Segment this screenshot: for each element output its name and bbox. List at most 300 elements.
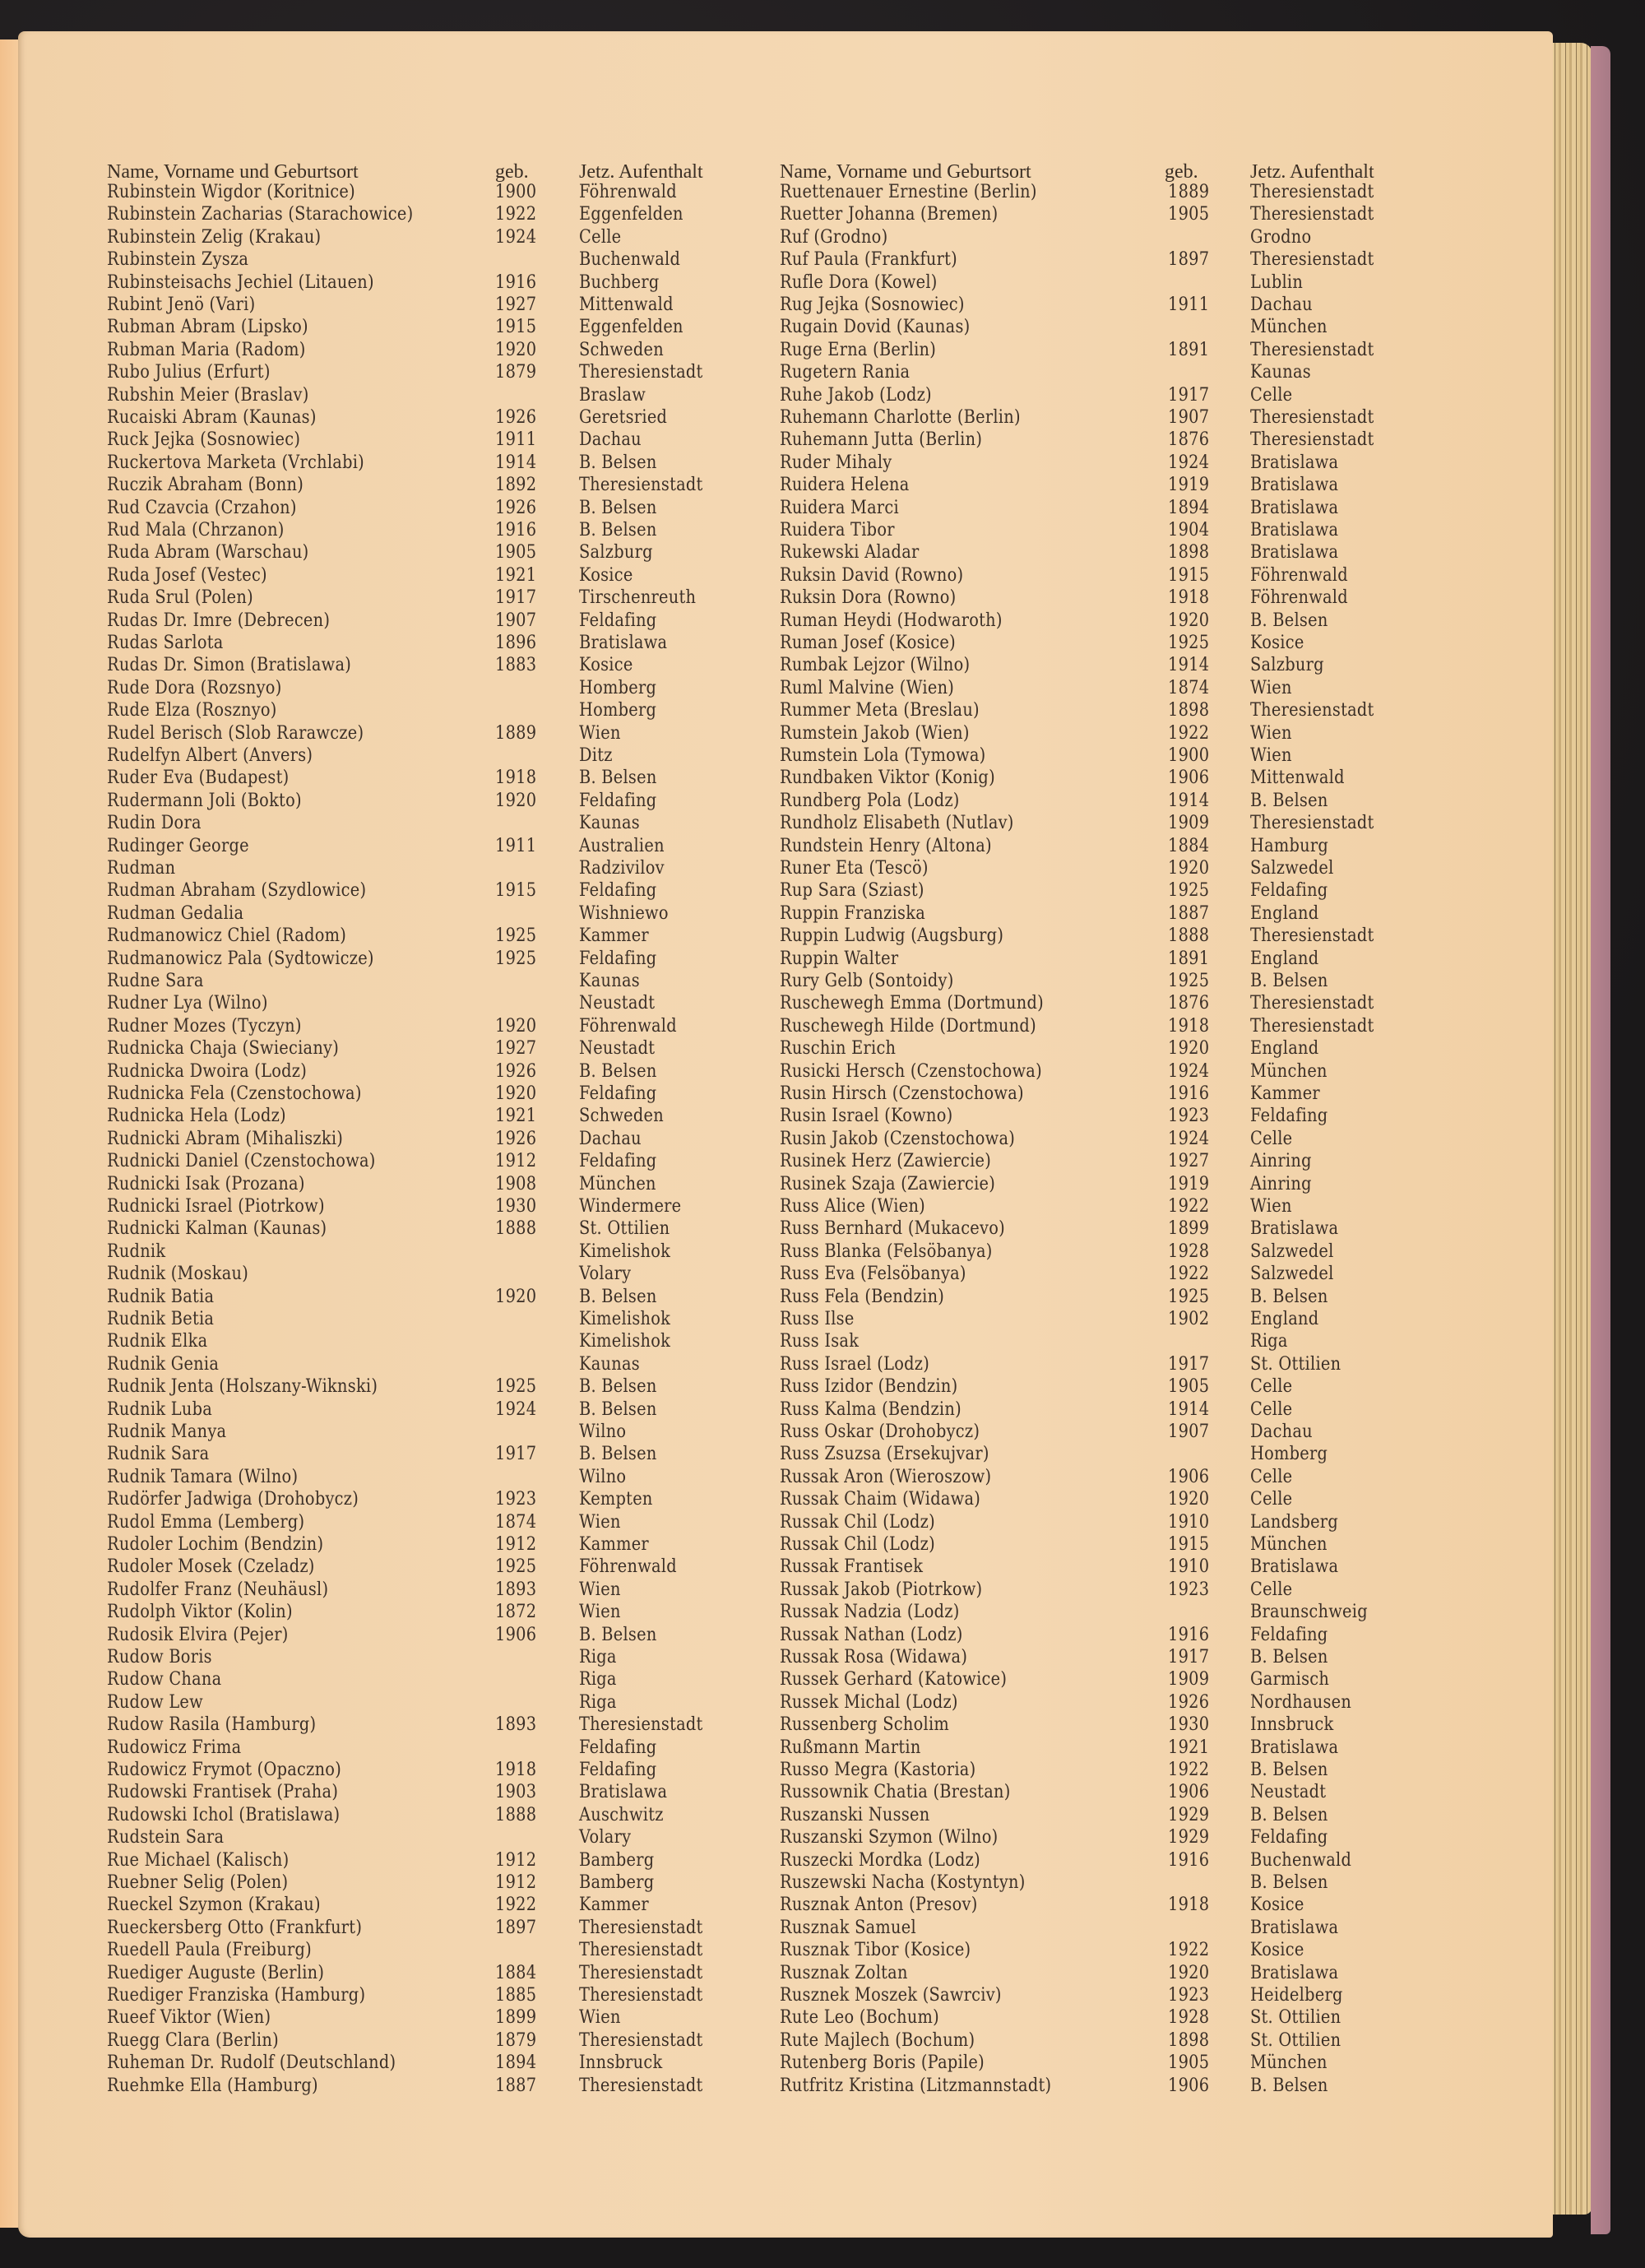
entry-current-location: Neustadt (579, 992, 656, 1014)
entry-current-location: Wien (1250, 1195, 1292, 1217)
entry-name: Rutfritz Kristina (Litzmannstadt) (780, 2074, 1052, 2096)
entry-name: Rudnicki Abram (Mihaliszki) (107, 1127, 344, 1149)
entry-current-location: Wien (1250, 721, 1292, 744)
entry-birth-year: 1891 (1168, 338, 1210, 360)
entry-birth-year: 1917 (1168, 1352, 1210, 1375)
entry-name: Rudolph Viktor (Kolin) (107, 1601, 293, 1623)
entry-name: Rude Elza (Rosznyo) (107, 699, 277, 721)
entry-current-location: Kaunas (579, 970, 640, 991)
entry-name: Rude Dora (Rozsnyo) (107, 676, 282, 698)
entry-name: Ruge Erna (Berlin) (780, 338, 937, 360)
entry-current-location: Tirschenreuth (579, 587, 697, 609)
entry-name: Runer Eta (Tescö) (780, 857, 929, 879)
entry-birth-year: 1928 (1168, 1240, 1210, 1262)
entry-current-location: B. Belsen (1250, 1646, 1328, 1667)
entry-current-location: Theresienstadt (1250, 181, 1374, 202)
entry-current-location: Bratislawa (1250, 496, 1339, 518)
entry-current-location: Bamberg (579, 1848, 655, 1871)
entry-name: Rud Czavcia (Crzahon) (107, 496, 297, 518)
entry-current-location: Feldafing (579, 879, 657, 902)
entry-birth-year: 1927 (1168, 1150, 1210, 1172)
entry-name: Rusinek Herz (Zawiercie) (780, 1150, 992, 1172)
entry-birth-year: 1892 (495, 474, 537, 496)
entry-birth-year: 1925 (1168, 879, 1210, 902)
entry-birth-year: 1911 (1168, 294, 1210, 315)
entry-current-location: Wien (579, 2006, 621, 2029)
entry-current-location: Riga (579, 1691, 617, 1713)
entry-birth-year: 1920 (1168, 1037, 1210, 1060)
entry-birth-year: 1912 (495, 1150, 537, 1172)
entry-name: Rumstein Jakob (Wien) (780, 721, 970, 744)
entry-birth-year: 1916 (495, 271, 537, 293)
entry-birth-year: 1925 (1168, 1285, 1210, 1307)
entry-current-location: Bratislawa (1250, 1961, 1339, 1983)
entry-birth-year: 1922 (495, 1894, 537, 1916)
entry-birth-year: 1879 (495, 361, 537, 383)
entry-birth-year: 1898 (1168, 699, 1210, 721)
entry-birth-year: 1921 (495, 1105, 537, 1127)
entry-current-location: Wien (1250, 676, 1292, 698)
entry-birth-year: 1920 (1168, 1961, 1210, 1983)
entry-name: Rudow Chana (107, 1668, 222, 1691)
entry-name: Rudörfer Jadwiga (Drohobycz) (107, 1488, 359, 1510)
entry-birth-year: 1876 (1168, 992, 1210, 1014)
entry-name: Russak Nathan (Lodz) (780, 1623, 963, 1645)
entry-name: Rudnik Betia (107, 1308, 215, 1329)
entry-current-location: B. Belsen (579, 1060, 657, 1082)
entry-birth-year: 1879 (495, 2029, 537, 2051)
entry-current-location: Kammer (579, 1894, 649, 1916)
entry-name: Rudman Gedalia (107, 902, 244, 924)
entry-name: Rubinstein Wigdor (Koritnice) (107, 181, 355, 202)
entry-current-location: Theresienstadt (579, 361, 703, 383)
entry-current-location: Australien (579, 834, 665, 856)
entry-name: Rudner Lya (Wilno) (107, 992, 268, 1014)
entry-birth-year: 1904 (1168, 519, 1210, 540)
entry-current-location: Salzburg (579, 541, 653, 564)
entry-name: Ruksin Dora (Rowno) (780, 587, 957, 609)
entry-name: Ruhemann Charlotte (Berlin) (780, 406, 1021, 428)
entry-name: Ruettenauer Ernestine (Berlin) (780, 181, 1037, 202)
entry-current-location: Föhrenwald (579, 1556, 677, 1578)
entry-name: Russ Kalma (Bendzin) (780, 1398, 962, 1420)
entry-birth-year: 1922 (1168, 1195, 1210, 1217)
entry-current-location: Bratislawa (1250, 474, 1339, 496)
entry-name: Rudoler Mosek (Czeladz) (107, 1556, 315, 1578)
entry-birth-year: 1897 (495, 1916, 537, 1938)
entry-birth-year: 1912 (495, 1533, 537, 1555)
entry-name: Rudnicki Daniel (Czenstochowa) (107, 1150, 376, 1172)
entry-name: Russak Rosa (Widawa) (780, 1646, 968, 1667)
entry-current-location: B. Belsen (579, 519, 657, 540)
entry-birth-year: 1920 (495, 1083, 537, 1104)
entry-name: Rudman (107, 857, 176, 879)
entry-current-location: Theresienstadt (579, 2074, 703, 2096)
entry-name: Rudowski Frantisek (Praha) (107, 1781, 339, 1803)
entry-current-location: Buchberg (579, 271, 660, 293)
entry-current-location: Garmisch (1250, 1668, 1330, 1691)
entry-birth-year: 1920 (1168, 1488, 1210, 1510)
header-born-right: geb. (1165, 161, 1198, 183)
entry-birth-year: 1896 (495, 632, 537, 653)
entry-current-location: Hamburg (1250, 834, 1329, 856)
entry-current-location: Kaunas (579, 1352, 640, 1375)
entry-current-location: Celle (579, 225, 622, 248)
entry-name: Rudnik (Moskau) (107, 1263, 249, 1285)
entry-current-location: Celle (1250, 1488, 1293, 1510)
entry-current-location: B. Belsen (1250, 1871, 1328, 1893)
entry-birth-year: 1925 (1168, 970, 1210, 991)
entry-birth-year: 1924 (1168, 1127, 1210, 1149)
entry-name: Rusin Israel (Kowno) (780, 1105, 953, 1127)
entry-name: Rundbaken Viktor (Konig) (780, 767, 995, 789)
entry-current-location: Kosice (579, 654, 633, 676)
entry-current-location: Theresienstadt (1250, 203, 1374, 225)
header-location-right: Jetz. Aufenthalt (1250, 161, 1374, 183)
entry-current-location: Schweden (579, 1105, 664, 1127)
entry-name: Rukewski Aladar (780, 541, 920, 564)
entry-birth-year: 1905 (1168, 1375, 1210, 1398)
entry-current-location: Neustadt (1250, 1781, 1327, 1803)
entry-current-location: Kaunas (579, 812, 640, 834)
entry-name: Rudelfyn Albert (Anvers) (107, 744, 313, 766)
entry-birth-year: 1915 (1168, 1533, 1210, 1555)
entry-current-location: B. Belsen (579, 1443, 657, 1465)
entry-name: Rußmann Martin (780, 1736, 921, 1758)
entry-birth-year: 1915 (1168, 564, 1210, 586)
entry-name: Rumstein Lola (Tymowa) (780, 744, 986, 766)
entry-current-location: Dachau (1250, 294, 1313, 315)
entry-name: Russak Chaim (Widawa) (780, 1488, 981, 1510)
entry-name: Rute Leo (Bochum) (780, 2006, 939, 2029)
entry-name: Rudnicki Isak (Prozana) (107, 1172, 305, 1194)
entry-current-location: St. Ottilien (1250, 2029, 1341, 2051)
entry-birth-year: 1926 (495, 496, 537, 518)
entry-birth-year: 1885 (495, 1984, 537, 2006)
entry-birth-year: 1906 (1168, 2074, 1210, 2096)
entry-name: Rute Majlech (Bochum) (780, 2029, 975, 2051)
entry-name: Ruda Srul (Polen) (107, 587, 253, 609)
entry-birth-year: 1905 (495, 541, 537, 564)
entry-name: Ruschewegh Hilde (Dortmund) (780, 1014, 1036, 1037)
entry-name: Ruksin David (Rowno) (780, 564, 964, 586)
entry-current-location: Feldafing (579, 947, 657, 969)
header-name-left: Name, Vorname und Geburtsort (107, 161, 359, 183)
entry-name: Rudow Rasila (Hamburg) (107, 1714, 317, 1736)
entry-current-location: Kammer (1250, 1083, 1320, 1104)
entry-name: Rudnik (107, 1240, 166, 1262)
entry-name: Rufle Dora (Kowel) (780, 271, 938, 293)
entry-name: Rudel Berisch (Slob Rarawcze) (107, 721, 364, 744)
entry-birth-year: 1907 (1168, 1421, 1210, 1442)
entry-birth-year: 1908 (495, 1172, 537, 1194)
entry-current-location: Feldafing (1250, 879, 1328, 902)
entry-current-location: Wien (579, 721, 621, 744)
entry-birth-year: 1930 (495, 1195, 537, 1217)
entry-name: Rucaiski Abram (Kaunas) (107, 406, 317, 428)
entry-birth-year: 1917 (495, 587, 537, 609)
entry-birth-year: 1887 (1168, 902, 1210, 924)
entry-birth-year: 1906 (1168, 1781, 1210, 1803)
entry-current-location: Kosice (1250, 1894, 1304, 1916)
entry-birth-year: 1923 (1168, 1984, 1210, 2006)
entry-current-location: Kosice (579, 564, 633, 586)
entry-name: Rubint Jenö (Vari) (107, 294, 256, 315)
entry-current-location: Feldafing (579, 1083, 657, 1104)
entry-birth-year: 1906 (495, 1623, 537, 1645)
entry-current-location: München (579, 1172, 656, 1194)
entry-birth-year: 1874 (495, 1510, 537, 1533)
entry-current-location: B. Belsen (579, 1375, 657, 1398)
entry-birth-year: 1887 (495, 2074, 537, 2096)
entry-birth-year: 1905 (1168, 203, 1210, 225)
entry-current-location: Föhrenwald (1250, 564, 1348, 586)
entry-name: Rudnicka Dwoira (Lodz) (107, 1060, 308, 1082)
entry-birth-year: 1930 (1168, 1714, 1210, 1736)
entry-current-location: Grodno (1250, 225, 1312, 248)
entry-current-location: Nordhausen (1250, 1691, 1352, 1713)
entry-name: Rudnik Genia (107, 1352, 220, 1375)
entry-name: Rug Jejka (Sosnowiec) (780, 294, 965, 315)
entry-current-location: München (1250, 2052, 1328, 2074)
entry-current-location: B. Belsen (579, 451, 657, 473)
entry-birth-year: 1903 (495, 1781, 537, 1803)
entry-birth-year: 1883 (495, 654, 537, 676)
entry-current-location: Celle (1250, 383, 1293, 406)
entry-current-location: Feldafing (579, 1736, 657, 1758)
entry-birth-year: 1876 (1168, 429, 1210, 451)
entry-current-location: England (1250, 947, 1319, 969)
entry-current-location: Theresienstadt (1250, 338, 1374, 360)
entry-name: Ruschewegh Emma (Dortmund) (780, 992, 1044, 1014)
entry-current-location: Kimelishok (579, 1240, 671, 1262)
entry-name: Ruckertova Marketa (Vrchlabi) (107, 451, 364, 473)
entry-birth-year: 1884 (495, 1961, 537, 1983)
entry-birth-year: 1916 (1168, 1848, 1210, 1871)
entry-current-location: Ainring (1250, 1172, 1312, 1194)
entry-current-location: St. Ottilien (1250, 2006, 1341, 2029)
entry-current-location: England (1250, 902, 1319, 924)
entry-name: Rudolfer Franz (Neuhäusl) (107, 1578, 329, 1600)
entry-current-location: Ainring (1250, 1150, 1312, 1172)
entry-name: Rudnik Elka (107, 1330, 208, 1352)
entry-current-location: Kosice (1250, 1939, 1304, 1961)
entry-name: Ruhe Jakob (Lodz) (780, 383, 932, 406)
entry-birth-year: 1897 (1168, 248, 1210, 271)
entry-name: Russ Israel (Lodz) (780, 1352, 930, 1375)
entry-birth-year: 1918 (1168, 1014, 1210, 1037)
entry-name: Ruppin Franziska (780, 902, 925, 924)
entry-current-location: B. Belsen (579, 1285, 657, 1307)
entry-name: Rummer Meta (Breslau) (780, 699, 980, 721)
entry-name: Rudoler Lochim (Bendzin) (107, 1533, 324, 1555)
entry-current-location: Wishniewo (579, 902, 669, 924)
entry-birth-year: 1924 (1168, 1060, 1210, 1082)
entry-birth-year: 1905 (1168, 2052, 1210, 2074)
entry-birth-year: 1918 (495, 1759, 537, 1780)
entry-name: Russ Ilse (780, 1308, 855, 1329)
entry-birth-year: 1929 (1168, 1803, 1210, 1825)
entry-birth-year: 1923 (1168, 1105, 1210, 1127)
entry-birth-year: 1900 (1168, 744, 1210, 766)
entry-birth-year: 1902 (1168, 1308, 1210, 1329)
entry-name: Russek Gerhard (Katowice) (780, 1668, 1008, 1691)
entry-name: Rudow Boris (107, 1646, 212, 1667)
entry-birth-year: 1924 (495, 1398, 537, 1420)
entry-birth-year: 1900 (495, 181, 537, 202)
entry-birth-year: 1906 (1168, 767, 1210, 789)
entry-name: Ruebner Selig (Polen) (107, 1871, 289, 1893)
entry-current-location: Volary (579, 1263, 632, 1285)
entry-birth-year: 1920 (495, 1285, 537, 1307)
entry-current-location: Dachau (579, 429, 642, 451)
entry-current-location: Braslaw (579, 383, 646, 406)
entry-birth-year: 1888 (1168, 925, 1210, 947)
entry-name: Rusin Jakob (Czenstochowa) (780, 1127, 1016, 1149)
entry-current-location: Riga (579, 1668, 617, 1691)
entry-birth-year: 1909 (1168, 812, 1210, 834)
entry-birth-year: 1894 (1168, 496, 1210, 518)
entry-name: Ruda Abram (Warschau) (107, 541, 309, 564)
entry-birth-year: 1910 (1168, 1556, 1210, 1578)
entry-name: Russak Frantisek (780, 1556, 924, 1578)
entry-name: Rueef Viktor (Wien) (107, 2006, 271, 2029)
header-location-left: Jetz. Aufenthalt (579, 161, 703, 183)
entry-name: Rudas Sarlota (107, 632, 224, 653)
entry-birth-year: 1922 (1168, 721, 1210, 744)
entry-name: Ruman Heydi (Hodwaroth) (780, 609, 1003, 631)
entry-current-location: Theresienstadt (1250, 1014, 1374, 1037)
entry-name: Rusznek Moszek (Sawrciv) (780, 1984, 1002, 2006)
entry-birth-year: 1922 (1168, 1263, 1210, 1285)
entry-current-location: München (1250, 1060, 1328, 1082)
entry-birth-year: 1914 (1168, 1398, 1210, 1420)
entry-name: Rubinstein Zysza (107, 248, 249, 271)
entry-name: Rusznak Zoltan (780, 1961, 908, 1983)
entry-current-location: Wien (579, 1578, 621, 1600)
entry-birth-year: 1888 (495, 1217, 537, 1240)
entry-birth-year: 1916 (1168, 1083, 1210, 1104)
entry-birth-year: 1926 (495, 406, 537, 428)
entry-name: Russ Blanka (Felsöbanya) (780, 1240, 993, 1262)
entry-birth-year: 1872 (495, 1601, 537, 1623)
entry-birth-year: 1925 (495, 1556, 537, 1578)
entry-name: Rudnik Luba (107, 1398, 213, 1420)
entry-name: Rudnicka Chaja (Swieciany) (107, 1037, 340, 1060)
entry-current-location: B. Belsen (579, 1398, 657, 1420)
entry-current-location: Braunschweig (1250, 1601, 1368, 1623)
entry-name: Ruck Jejka (Sosnowiec) (107, 429, 301, 451)
entry-name: Ruf (Grodno) (780, 225, 888, 248)
entry-current-location: B. Belsen (1250, 2074, 1328, 2096)
book-cover-edge (1591, 46, 1610, 2234)
entry-current-location: Auschwitz (579, 1803, 664, 1825)
entry-name: Russ Oskar (Drohobycz) (780, 1421, 980, 1442)
entry-current-location: Salzwedel (1250, 1263, 1334, 1285)
entry-name: Rury Gelb (Sontoidy) (780, 970, 954, 991)
entry-name: Ruschin Erich (780, 1037, 897, 1060)
entry-name: Rugetern Rania (780, 361, 911, 383)
header-born-left: geb. (495, 161, 529, 183)
entry-current-location: Föhrenwald (579, 181, 677, 202)
entry-current-location: England (1250, 1037, 1319, 1060)
entry-current-location: Kimelishok (579, 1308, 671, 1329)
entry-current-location: Bratislawa (1250, 1556, 1339, 1578)
entry-birth-year: 1914 (495, 451, 537, 473)
entry-current-location: Theresienstadt (1250, 248, 1374, 271)
entry-name: Rusin Hirsch (Czenstochowa) (780, 1083, 1024, 1104)
entry-name: Ruhemann Jutta (Berlin) (780, 429, 983, 451)
entry-name: Russ Bernhard (Mukacevo) (780, 1217, 1005, 1240)
entry-name: Rusznak Samuel (780, 1916, 916, 1938)
entry-name: Rubinsteisachs Jechiel (Litauen) (107, 271, 374, 293)
entry-name: Rubinstein Zacharias (Starachowice) (107, 203, 414, 225)
entry-name: Ruppin Walter (780, 947, 899, 969)
entry-name: Rudnicka Hela (Lodz) (107, 1105, 286, 1127)
entry-birth-year: 1919 (1168, 1172, 1210, 1194)
entry-current-location: St. Ottilien (579, 1217, 670, 1240)
entry-name: Russo Megra (Kastoria) (780, 1759, 976, 1780)
entry-name: Ruidera Helena (780, 474, 910, 496)
entry-current-location: Feldafing (1250, 1623, 1328, 1645)
entry-birth-year: 1920 (495, 789, 537, 811)
entry-birth-year: 1898 (1168, 541, 1210, 564)
entry-birth-year: 1926 (1168, 1691, 1210, 1713)
entry-birth-year: 1884 (1168, 834, 1210, 856)
entry-name: Rudnicki Kalman (Kaunas) (107, 1217, 327, 1240)
entry-name: Ruetter Johanna (Bremen) (780, 203, 999, 225)
page-stack-edges (1548, 43, 1592, 2215)
entry-current-location: Föhrenwald (1250, 587, 1348, 609)
entry-current-location: St. Ottilien (1250, 1352, 1341, 1375)
entry-name: Ruczik Abraham (Bonn) (107, 474, 304, 496)
entry-current-location: Theresienstadt (1250, 812, 1374, 834)
entry-current-location: Wilno (579, 1465, 627, 1487)
entry-name: Rudnik Jenta (Holszany-Wiknski) (107, 1375, 378, 1398)
entry-birth-year: 1920 (495, 338, 537, 360)
entry-birth-year: 1920 (495, 1014, 537, 1037)
entry-birth-year: 1915 (495, 879, 537, 902)
entry-name: Rubinstein Zelig (Krakau) (107, 225, 322, 248)
entry-name: Ruediger Auguste (Berlin) (107, 1961, 325, 1983)
entry-current-location: B. Belsen (579, 1623, 657, 1645)
entry-birth-year: 1911 (495, 429, 537, 451)
entry-current-location: Wilno (579, 1421, 627, 1442)
entry-current-location: Dachau (1250, 1421, 1313, 1442)
entry-current-location: Föhrenwald (579, 1014, 677, 1037)
entry-birth-year: 1922 (1168, 1939, 1210, 1961)
entry-current-location: München (1250, 1533, 1328, 1555)
entry-name: Rudne Sara (107, 970, 204, 991)
entry-birth-year: 1917 (1168, 383, 1210, 406)
entry-current-location: Salzwedel (1250, 1240, 1334, 1262)
entry-birth-year: 1894 (495, 2052, 537, 2074)
entry-current-location: Bratislawa (1250, 541, 1339, 564)
entry-birth-year: 1922 (1168, 1759, 1210, 1780)
entry-current-location: Kammer (579, 925, 649, 947)
entry-name: Rue Michael (Kalisch) (107, 1848, 290, 1871)
entry-birth-year: 1910 (1168, 1510, 1210, 1533)
entry-current-location: Geretsried (579, 406, 668, 428)
entry-current-location: Theresienstadt (1250, 992, 1374, 1014)
entry-birth-year: 1874 (1168, 676, 1210, 698)
entry-current-location: Buchenwald (1250, 1848, 1352, 1871)
entry-name: Ruidera Tibor (780, 519, 895, 540)
entry-current-location: Bratislawa (1250, 1916, 1339, 1938)
entry-current-location: Heidelberg (1250, 1984, 1343, 2006)
entry-current-location: Mittenwald (1250, 767, 1345, 789)
entry-birth-year: 1914 (1168, 654, 1210, 676)
